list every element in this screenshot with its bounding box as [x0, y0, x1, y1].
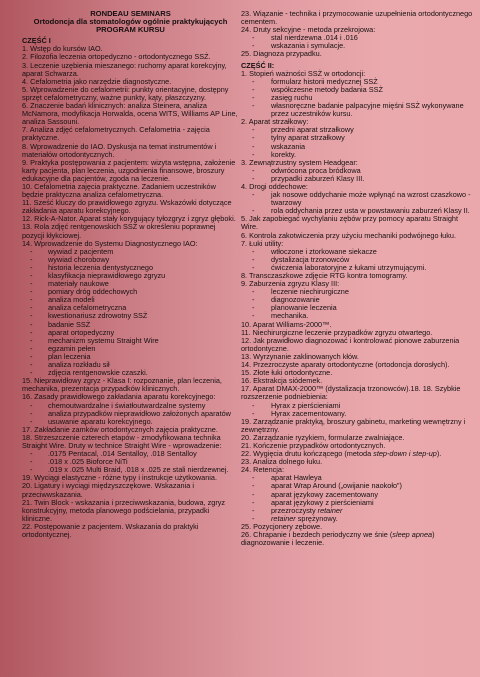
- item-4: 4. Cefalometria jako narzędzie diagnostyczne.: [22, 76, 172, 86]
- item-1: 1. Wstęp do kursów IAO.: [22, 44, 103, 54]
- list-item-italic: retainer: [317, 505, 343, 515]
- list-item: - aparat Hawleya: [241, 474, 475, 482]
- list-item: - analiza cefalometryczna: [22, 304, 239, 312]
- part2-item-22-end: ).: [436, 449, 442, 459]
- item-9: 9. Praktyka postępowania z pacjentem: wizyta wstępna, założenie karty pacjenta, plan leczenia, uzgodnienia finansowe, broszury edukacyjne dla pacjentów, zgoda na leczenie.: [22, 157, 236, 183]
- part2-item-26-text: 26. Chrapanie i bezdech periodyczny we śnie (: [241, 530, 393, 539]
- section-part-2: CZĘŚĆ II:: [241, 60, 275, 70]
- item-12: 12. Rick-A-Nator. Aparat stały korygujący tyłozgryz i zgryz głęboki.: [22, 214, 236, 224]
- item-24: 24. Druty sekcyjne - metoda przekrojowa:: [241, 25, 376, 35]
- list-item: - .019 x .025 Multi Braid, .018 x .025 ze stali nierdzewnej.: [22, 466, 239, 474]
- list-item: - .0175 Pentacal, .014 Sentalloy, .018 Sentalloy: [22, 450, 239, 458]
- item-15: 15. Nieprawidłowy zgryz - Klasa I: rozpoznanie, plan leczenia, mechanika, prezentacja przypadków klinicznych.: [22, 376, 222, 394]
- item-2: 2. Filozofia leczenia ortopedyczno - ortodontycznego SSŻ.: [22, 52, 211, 62]
- header-title: RONDEAU SEMINARS: [90, 9, 171, 18]
- item-8: 8. Wprowadzenie do IAO. Dyskusja na temat instrumentów i materiałów ortodontycznych.: [22, 141, 217, 159]
- list-item: - kwestionariusz zdrowotny SSŻ: [22, 312, 239, 320]
- list-item: - rola oddychania przez usta w powstawaniu zaburzeń Klasy II.: [241, 207, 475, 215]
- list-item: - analiza przypadków nieprawidłowo założonych aparatów: [22, 410, 239, 418]
- list-item: - wywiad chorobowy: [22, 256, 239, 264]
- list-item: - planowanie leczenia: [241, 304, 475, 312]
- part2-item-25: 25. Pozycjonery zębowe.: [241, 521, 323, 531]
- item-7: 7. Analiza zdjęć cefalometrycznych. Cefalometria - zajęcia praktyczne.: [22, 125, 210, 143]
- item-6: 6. Znaczenie badań klinicznych: analiza Steinera, analiza McNamora, modyfikacja Horwalda, ocena WITS, Williams AP Line, analiza Sassouni.: [22, 101, 238, 127]
- list-item: [241, 515, 475, 523]
- header-program: PROGRAM KURSU: [96, 25, 165, 35]
- list-item: - przypadki zaburzeń Klasy III.: [241, 175, 475, 183]
- list-item: - pomiary dróg oddechowych: [22, 288, 239, 296]
- list-item: - usuwanie aparatu korekcyjnego.: [22, 418, 239, 426]
- part2-item-8: 8. Transczaszkowe zdjęcie RTG kontra tomogramy.: [241, 271, 408, 280]
- part2-item-23: 23. Analiza dolnego łuku.: [241, 457, 323, 467]
- list-item: - wywiad z pacjentem: [22, 248, 239, 256]
- part2-item-4: 4. Drogi oddechowe:: [241, 181, 308, 191]
- list-item: - aparat ortopedyczny: [22, 329, 239, 337]
- part2-item-3: 3. Zewnątrzustny system Headgear:: [241, 157, 358, 167]
- list-item: - egzamin pełen: [22, 345, 239, 353]
- list-item: - plan leczenia: [22, 353, 239, 361]
- part2-item-6: 6. Kontrola zakotwiczenia przy użyciu mechaniki podwójnego łuku.: [241, 230, 456, 240]
- list-item: - analiza modeli: [22, 296, 239, 304]
- list-item: - historia leczenia dentystycznego: [22, 264, 239, 272]
- section-part-1: CZĘŚĆ I: [22, 36, 51, 46]
- part2-item-22-italic: step-down i step-up: [373, 449, 437, 459]
- list-item: - analiza rozkładu sił: [22, 361, 239, 369]
- list-item: - zdjęcia rentgenowskie czaszki.: [22, 369, 239, 377]
- list-item: - diagnozowanie: [241, 296, 475, 304]
- list-item: - mechanika.: [241, 312, 475, 320]
- part2-item-7: 7. Łuki utility:: [241, 238, 284, 248]
- list-item: - korekty.: [241, 151, 475, 159]
- part2-item-13: 13. Wyrzynanie zaklinowanych kłów.: [241, 351, 359, 361]
- item-10: 10. Cefalometria zajęcia praktyczne. Zadaniem uczestników będzie praktyczna analiza cefalometryczna.: [22, 181, 216, 200]
- item-11: 11. Sześć kluczy do prawidłowego zgryzu. Wskazówki dotyczące zakładania aparatu korekcyjnego.: [22, 198, 232, 216]
- item-22: 22. Postępowanie z pacjentem. Wskazania do praktyki ortodontycznej.: [22, 521, 199, 539]
- list-item: - aparat Wrap Around („owijanie naokoło”): [241, 482, 475, 490]
- part2-item-20: 20. Zarządzanie ryzykiem, formularze zwalniające.: [241, 432, 405, 442]
- part2-item-12: 12. Jak prawidłowo diagnozować i kontrolować pionowe zaburzenia ortodontyczne.: [241, 335, 460, 353]
- item-19: 19. Wyciągi elastyczne - różne typy i instrukcje użytkowania.: [22, 473, 218, 483]
- item-23: 23. Wiązanie - technika i przymocowanie uzupełnienia ortodontycznego cementem.: [241, 9, 473, 27]
- list-item: - dystalizacja trzonowców: [241, 256, 475, 264]
- list-item: - jak nosowe oddychanie może wpłynąć na wzrost czaszkowo - twarzowy: [241, 191, 475, 207]
- list-item-italic: retainer: [271, 513, 296, 523]
- list-item: - badanie SSŻ: [22, 321, 239, 329]
- part2-item-14: 14. Przezroczyste aparaty ortodontyczne (ortodoncja dorosłych).: [241, 360, 450, 370]
- part2-item-10: 10. Aparat Williams-2000™.: [241, 319, 332, 329]
- item-20: 20. Ligatury i wyciągi międzyszczękowe. Wskazania i przeciwwskazania.: [22, 481, 194, 499]
- header-subtitle: Ortodoncja dla stomatologów ogólnie praktykujących: [33, 17, 228, 27]
- left-column: [22, 10, 239, 539]
- item-5: 5. Wprowadzenie do cefalometrii: punkty orientacyjne, dostępny sprzęt cefalometryczny, ważne punkty, kąty, płaszczyzny.: [22, 84, 229, 102]
- item-16: 16. Zasady prawidłowego zakładania aparatu korekcyjnego:: [22, 392, 216, 402]
- list-item: - chemoutwardzalne i światłoutwardzalne systemy: [22, 402, 239, 410]
- part2-item-24: 24. Retencja:: [241, 465, 284, 475]
- list-item: - Hyrax zacementowany.: [241, 410, 475, 418]
- list-item: - wskazania: [241, 143, 475, 151]
- right-column: [241, 10, 475, 547]
- item-17: 17. Zakładanie zamków ortodontycznych zajęcia praktyczne.: [22, 424, 218, 434]
- list-item: - ćwiczenia laboratoryjne z łukami utrzymującymi.: [241, 264, 475, 272]
- list-item: - .018 x .025 Bioforce NiTi: [22, 458, 239, 466]
- list-item-text: sprężynowy.: [295, 513, 338, 523]
- part2-item-17: 17. Aparat DMAX-2000™ (dystalizacja trzonowców).18. 18. Szybkie rozszerzenie podniebienia:: [241, 384, 461, 402]
- part2-item-26: [241, 531, 475, 547]
- list-item: - wtłoczone i ztorkowane siekacze: [241, 248, 475, 256]
- list-item: - zasięg ruchu: [241, 94, 475, 102]
- list-item: - wskazania i symulacje.: [241, 42, 475, 50]
- part2-item-16: 16. Ekstrakcja siódemek.: [241, 376, 323, 386]
- part2-item-11: 11. Niechirurgiczne leczenie przypadków zgryzu otwartego.: [241, 327, 433, 337]
- list-item: - mechanizm systemu Straight Wire: [22, 337, 239, 345]
- list-item: - formularz historii medycznej SSŻ: [241, 78, 475, 86]
- list-item: - aparat językowy zacementowany: [241, 491, 475, 499]
- list-item: - leczenie niechirurgiczne: [241, 288, 475, 296]
- item-21: 21. Twin Block - wskazania i przeciwwskazania, budowa, zgryz konstrukcyjny, metoda planowego podścielania, przypadki kliniczne.: [22, 497, 226, 523]
- item-18: 18. Strzeszczenie czterech etapów - zmodyfikowana technika Straight Wire. Druty w technice Straight Wire - wprowadzenie:: [22, 432, 222, 450]
- list-item: - własnoręczne badanie palpacyjne mięśni SSŻ wykonywane przez uczestników kursu.: [241, 102, 475, 118]
- list-item: - klasyfikacja nieprawidłowego zgryzu: [22, 272, 239, 280]
- item-25: 25. Diagnoza przypadku.: [241, 49, 322, 59]
- list-item: - tylny aparat strzałkowy: [241, 134, 475, 142]
- part2-item-9: 9. Zaburzenia zgryzu Klasy III:: [241, 279, 340, 289]
- item-13: 13. Rola zdjęć rentgenowskich SSŻ w określeniu poprawnej pozycji kłykciowej.: [22, 222, 216, 240]
- part2-item-1: 1. Stopień ważności SSŻ w ortodoncji:: [241, 68, 366, 78]
- part2-item-26-italic: sleep apnea: [392, 530, 433, 539]
- list-item: - odwrócona proca bródkowa: [241, 167, 475, 175]
- list-item: - Hyrax z pierścieniami: [241, 402, 475, 410]
- list-item: - współczesne metody badania SSŻ: [241, 86, 475, 94]
- list-item: - aparat językowy z pierścieniami: [241, 499, 475, 507]
- part2-item-2: 2. Aparat strzałkowy:: [241, 117, 309, 127]
- part2-item-5: 5. Jak zapobiegać wychylaniu zębów przy pomocy aparatu Straight Wire.: [241, 214, 458, 232]
- list-item: - stal nierdzewna .014 i .016: [241, 34, 475, 42]
- part2-item-19: 19. Zarządzanie praktyką, broszury gabinetu, marketing wewnętrzny i zewnętrzny.: [241, 416, 466, 434]
- list-item: - przedni aparat strzałkowy: [241, 126, 475, 134]
- part2-item-21: 21. Kończenie przypadków ortodontycznych.: [241, 440, 386, 450]
- list-item: - materiały naukowe: [22, 280, 239, 288]
- list-item-text: przezroczysty: [271, 505, 318, 515]
- item-3: 3. Leczenie uzębienia mieszanego: ruchomy aparat korekcyjny, aparat Schwarza.: [22, 60, 227, 78]
- item-14: 14. Wprowadzenie do Systemu Diagnostycznego IAO:: [22, 238, 198, 248]
- part2-item-15: 15. Złote łuki ortodontyczne.: [241, 368, 333, 378]
- part2-item-26-end: ) diagnozowanie i leczenie.: [241, 530, 435, 548]
- part2-item-22-text: 22. Wygięcia drutu kończącego (metoda: [241, 449, 374, 459]
